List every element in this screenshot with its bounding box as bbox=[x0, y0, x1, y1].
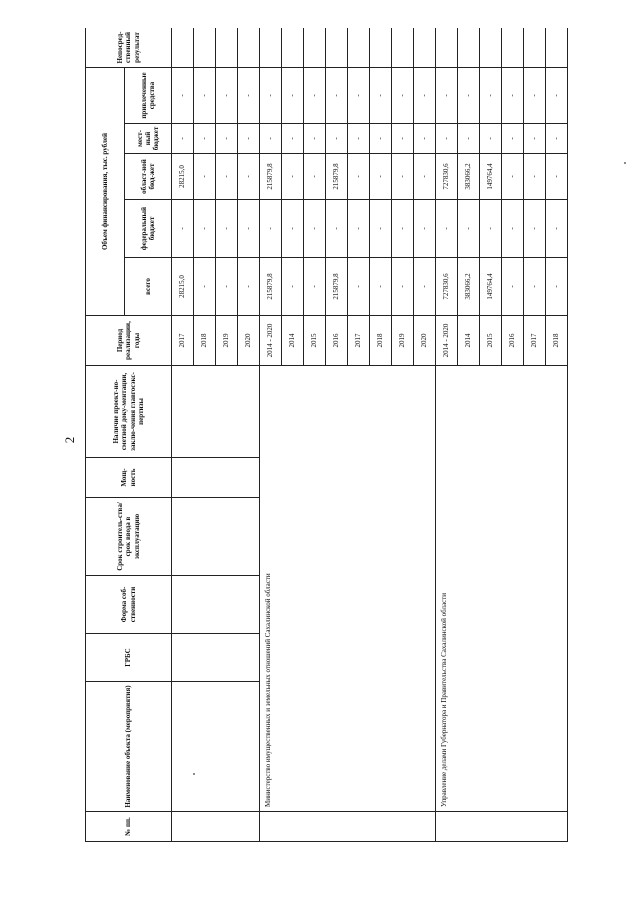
cell-local: - bbox=[370, 124, 392, 154]
rotated-table-frame bbox=[85, 28, 605, 842]
cell-regional: 28215,0 bbox=[172, 154, 194, 200]
cell-total: - bbox=[502, 258, 524, 316]
cell-total: - bbox=[414, 258, 436, 316]
header-project-docs: Наличие проект-но-сметной доку-ментации, заклю-чения главгосэкс-пертизы bbox=[86, 366, 172, 458]
cell-total: 215879,8 bbox=[260, 258, 282, 316]
cell-federal: - bbox=[480, 200, 502, 258]
header-capacity: Мощ-ность bbox=[86, 458, 172, 498]
cell-regional: - bbox=[392, 154, 414, 200]
header-term: Срок строитель-ства/срок ввода в эксплуатацию bbox=[86, 498, 172, 576]
scan-speck bbox=[624, 162, 626, 164]
page-number: 2 bbox=[62, 436, 77, 444]
cell-total: - bbox=[194, 258, 216, 316]
cell-total: - bbox=[370, 258, 392, 316]
cell-local: - bbox=[238, 124, 260, 154]
cell-project-docs bbox=[172, 366, 260, 458]
cell-year: 2019 bbox=[392, 316, 414, 366]
cell-federal: - bbox=[370, 200, 392, 258]
cell-local: - bbox=[172, 124, 194, 154]
cell-local: - bbox=[546, 124, 568, 154]
cell-result bbox=[326, 28, 348, 68]
cell-local: - bbox=[414, 124, 436, 154]
table-row bbox=[172, 28, 194, 842]
cell-year: 2018 bbox=[370, 316, 392, 366]
cell-federal: - bbox=[216, 200, 238, 258]
cell-federal: - bbox=[172, 200, 194, 258]
cell-attracted: - bbox=[282, 68, 304, 124]
cell-regional: 149764,4 bbox=[480, 154, 502, 200]
cell-total: 215879,8 bbox=[326, 258, 348, 316]
cell-result bbox=[370, 28, 392, 68]
header-period: Период реализации, годы bbox=[86, 316, 172, 366]
cell-attracted: - bbox=[458, 68, 480, 124]
cell-federal: - bbox=[238, 200, 260, 258]
cell-attracted: - bbox=[216, 68, 238, 124]
cell-total: 727830,6 bbox=[436, 258, 458, 316]
cell-local: - bbox=[436, 124, 458, 154]
cell-local: - bbox=[326, 124, 348, 154]
cell-local: - bbox=[282, 124, 304, 154]
cell-result bbox=[216, 28, 238, 68]
cell-result bbox=[348, 28, 370, 68]
cell-total: - bbox=[524, 258, 546, 316]
table-row bbox=[436, 28, 458, 842]
cell-local: - bbox=[194, 124, 216, 154]
cell-attracted: - bbox=[392, 68, 414, 124]
table-row bbox=[260, 28, 282, 842]
cell-result bbox=[546, 28, 568, 68]
cell-year: 2018 bbox=[546, 316, 568, 366]
cell-year: 2018 bbox=[194, 316, 216, 366]
cell-attracted: - bbox=[502, 68, 524, 124]
cell-federal: - bbox=[194, 200, 216, 258]
header-regional: област-ной бюд-жет bbox=[125, 154, 172, 200]
cell-regional: - bbox=[370, 154, 392, 200]
cell-year: 2015 bbox=[304, 316, 326, 366]
header-grbs: ГРБС bbox=[86, 634, 172, 682]
cell-attracted: - bbox=[546, 68, 568, 124]
cell-regional: - bbox=[304, 154, 326, 200]
cell-attracted: - bbox=[436, 68, 458, 124]
cell-federal: - bbox=[392, 200, 414, 258]
financing-table bbox=[85, 28, 568, 842]
header-federal: федеральный бюджет bbox=[125, 200, 172, 258]
cell-total: - bbox=[348, 258, 370, 316]
cell-attracted: - bbox=[414, 68, 436, 124]
cell-result bbox=[414, 28, 436, 68]
cell-result bbox=[458, 28, 480, 68]
cell-result bbox=[260, 28, 282, 68]
cell-year: 2017 bbox=[524, 316, 546, 366]
cell-attracted: - bbox=[326, 68, 348, 124]
cell-total: - bbox=[238, 258, 260, 316]
cell-regional: - bbox=[194, 154, 216, 200]
cell-year: 2019 bbox=[216, 316, 238, 366]
cell-result bbox=[172, 28, 194, 68]
header-ownership: Форма соб-ственности bbox=[86, 576, 172, 634]
cell-federal: - bbox=[458, 200, 480, 258]
cell-regional: - bbox=[546, 154, 568, 200]
cell-year: 2014 bbox=[282, 316, 304, 366]
cell-local: - bbox=[304, 124, 326, 154]
cell-total: - bbox=[282, 258, 304, 316]
ministry-label: Управление делами Губернатора и Правительства Сахалинской области bbox=[436, 366, 568, 812]
cell-federal: - bbox=[524, 200, 546, 258]
cell-attracted: - bbox=[238, 68, 260, 124]
cell-federal: - bbox=[546, 200, 568, 258]
cell-capacity bbox=[172, 458, 260, 498]
cell-ownership bbox=[172, 576, 260, 634]
cell-result bbox=[194, 28, 216, 68]
header-funding: Объем финансирования, тыс. рублей bbox=[86, 68, 125, 316]
cell-regional: - bbox=[348, 154, 370, 200]
header-total: всего bbox=[125, 258, 172, 316]
cell-regional: - bbox=[216, 154, 238, 200]
cell-total: 28215,0 bbox=[172, 258, 194, 316]
cell-year: 2014 - 2020 bbox=[436, 316, 458, 366]
cell-local: - bbox=[348, 124, 370, 154]
cell-year: 2015 bbox=[480, 316, 502, 366]
cell-attracted: - bbox=[304, 68, 326, 124]
cell-term bbox=[172, 498, 260, 576]
cell-local: - bbox=[392, 124, 414, 154]
table-body bbox=[172, 28, 568, 842]
cell-attracted: - bbox=[194, 68, 216, 124]
cell-regional: - bbox=[238, 154, 260, 200]
header-row-1 bbox=[86, 28, 125, 842]
header-attracted: привлеченные средства bbox=[125, 68, 172, 124]
cell-federal: - bbox=[304, 200, 326, 258]
cell-regional: 215879,8 bbox=[260, 154, 282, 200]
cell-federal: - bbox=[414, 200, 436, 258]
cell-local: - bbox=[524, 124, 546, 154]
cell-federal: - bbox=[502, 200, 524, 258]
header-result: Непосред-ственный результат bbox=[86, 28, 172, 68]
cell-federal: - bbox=[326, 200, 348, 258]
cell-total: 383066,2 bbox=[458, 258, 480, 316]
cell-attracted: - bbox=[348, 68, 370, 124]
cell-regional: - bbox=[502, 154, 524, 200]
cell-regional: 727830,6 bbox=[436, 154, 458, 200]
cell-year: 2017 bbox=[172, 316, 194, 366]
cell-attracted: - bbox=[480, 68, 502, 124]
cell-year: 2020 bbox=[414, 316, 436, 366]
ministry-label: Министерство имущественных и земельных отношений Сахалинской области bbox=[260, 366, 436, 812]
cell-result bbox=[392, 28, 414, 68]
cell-num bbox=[260, 812, 436, 842]
cell-total: - bbox=[392, 258, 414, 316]
cell-result bbox=[502, 28, 524, 68]
cell-name bbox=[172, 682, 260, 812]
cell-regional: - bbox=[524, 154, 546, 200]
header-name: Наименование объекта (мероприятия) bbox=[86, 682, 172, 812]
cell-num bbox=[172, 812, 260, 842]
cell-local: - bbox=[458, 124, 480, 154]
cell-result bbox=[436, 28, 458, 68]
cell-year: 2017 bbox=[348, 316, 370, 366]
header-local: мест-ный бюджет bbox=[125, 124, 172, 154]
cell-federal: - bbox=[282, 200, 304, 258]
cell-attracted: - bbox=[524, 68, 546, 124]
cell-result bbox=[480, 28, 502, 68]
table-container bbox=[85, 28, 605, 842]
cell-result bbox=[282, 28, 304, 68]
cell-year: 2016 bbox=[502, 316, 524, 366]
cell-regional: 383066,2 bbox=[458, 154, 480, 200]
cell-year: 2016 bbox=[326, 316, 348, 366]
cell-grbs bbox=[172, 634, 260, 682]
cell-result bbox=[524, 28, 546, 68]
cell-regional: 215879,8 bbox=[326, 154, 348, 200]
cell-federal: - bbox=[348, 200, 370, 258]
header-num: № пп. bbox=[86, 812, 172, 842]
cell-federal: - bbox=[260, 200, 282, 258]
cell-local: - bbox=[260, 124, 282, 154]
cell-total: - bbox=[546, 258, 568, 316]
cell-attracted: - bbox=[370, 68, 392, 124]
cell-attracted: - bbox=[260, 68, 282, 124]
cell-total: 149764,4 bbox=[480, 258, 502, 316]
cell-total: - bbox=[216, 258, 238, 316]
cell-federal: - bbox=[436, 200, 458, 258]
cell-total: - bbox=[304, 258, 326, 316]
cell-local: - bbox=[502, 124, 524, 154]
cell-year: 2014 bbox=[458, 316, 480, 366]
cell-local: - bbox=[480, 124, 502, 154]
cell-regional: - bbox=[414, 154, 436, 200]
cell-local: - bbox=[216, 124, 238, 154]
cell-attracted: - bbox=[172, 68, 194, 124]
cell-result bbox=[304, 28, 326, 68]
cell-result bbox=[238, 28, 260, 68]
scan-speck bbox=[193, 773, 195, 775]
cell-num bbox=[436, 812, 568, 842]
cell-year: 2014 - 2020 bbox=[260, 316, 282, 366]
cell-year: 2020 bbox=[238, 316, 260, 366]
cell-regional: - bbox=[282, 154, 304, 200]
